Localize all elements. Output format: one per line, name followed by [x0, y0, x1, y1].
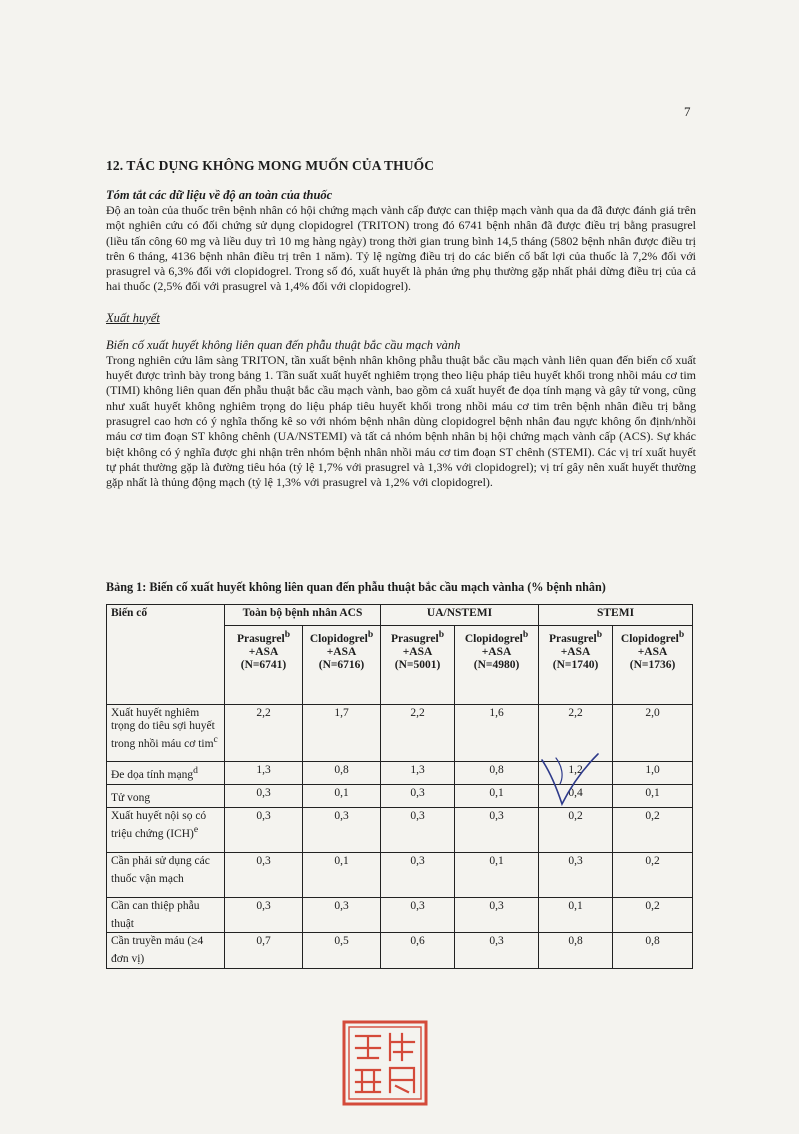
table-cell: 0,2 — [539, 807, 613, 852]
row-label: Cần truyền máu (≥4 đơn vị) — [111, 935, 204, 966]
subheader-count: (N=5001) — [394, 658, 441, 671]
group-header-nstemi: UA/NSTEMI — [381, 605, 539, 626]
table-cell: 0,3 — [225, 784, 303, 807]
row-label: Tử vong — [111, 791, 151, 804]
subheader-drug: Clopidogrel — [309, 632, 368, 645]
table-cell: 1,0 — [613, 762, 693, 785]
subheader-asa: +ASA — [560, 645, 591, 658]
table-cell: 0,1 — [303, 784, 381, 807]
subheader-asa: +ASA — [637, 645, 668, 658]
table-cell: 2,0 — [613, 705, 693, 762]
table-cell: 0,3 — [455, 897, 539, 933]
table-cell: 0,3 — [539, 852, 613, 897]
table-cell: 0,4 — [539, 784, 613, 807]
subheader-asa: +ASA — [248, 645, 279, 658]
table-cell: 0,2 — [613, 852, 693, 897]
table-cell: 0,1 — [455, 784, 539, 807]
table-cell: 0,3 — [225, 897, 303, 933]
section-title: 12. TÁC DỤNG KHÔNG MONG MUỐN CỦA THUỐC — [106, 158, 435, 173]
table-cell: 0,1 — [455, 852, 539, 897]
group-header-stemi: STEMI — [539, 605, 693, 626]
table-cell: 0,6 — [381, 933, 455, 969]
safety-paragraph: Độ an toàn của thuốc trên bệnh nhân có hội chứng mạch vành cấp được can thiệp mạch vành qua da đã được đánh giá trên một nghiên cứu có đối chứng sử dụng clopidogrel (TRITON) trong đó 6741 bệnh nhân đã được điều trị bằng prasugrel (liều tấn công 60 mg và liều duy trì 10 mg hàng ngày) trong thời gian trung bình 14,5 tháng (5802 bệnh nhân được điều trị trên 6 tháng, 4136 bệnh nhân điều trị trên 1 năm). Tỷ lệ ngừng điều trị do các biến cố bất lợi của thuốc là 7,2% đối với prasugrel và 6,3% đối với clopidogrel. Trong số đó, xuất huyết là phản ứng phụ thường gặp nhất phải dừng điều trị của cả hai thuốc (2,5% đối với prasugrel và 1,4% đối với clopidogrel). — [106, 203, 696, 294]
table-cell: 0,1 — [303, 852, 381, 897]
column-subheader — [455, 626, 539, 705]
subheader-footnote: b — [596, 629, 603, 640]
bleeding-heading: Xuất huyết — [106, 310, 160, 325]
table-cell: 0,8 — [539, 933, 613, 969]
subheader-drug: Prasugrel — [236, 632, 285, 645]
subheader-asa: +ASA — [402, 645, 433, 658]
table-cell: 1,3 — [225, 762, 303, 785]
table-cell: 0,3 — [303, 807, 381, 852]
subheader-count: (N=6741) — [240, 658, 287, 671]
bleeding-events-table — [106, 604, 693, 969]
table-cell: 0,3 — [381, 807, 455, 852]
table-row — [107, 705, 693, 762]
handwritten-check-icon — [536, 752, 602, 812]
table-cell: 1,3 — [381, 762, 455, 785]
safety-heading: Tóm tắt các dữ liệu về độ an toàn của thuốc — [106, 188, 333, 202]
subheader-footnote: b — [438, 629, 445, 640]
row-footnote: c — [213, 734, 218, 745]
table-cell: 0,1 — [613, 784, 693, 807]
table-cell: 1,2 — [539, 762, 613, 785]
table-group-header-row — [107, 605, 693, 626]
table-cell: 0,3 — [303, 897, 381, 933]
table-cell: 0,3 — [381, 784, 455, 807]
column-subheader — [381, 626, 455, 705]
table-row — [107, 852, 693, 897]
table-cell: 0,3 — [455, 807, 539, 852]
subheader-count: (N=1740) — [552, 658, 599, 671]
subheader-drug: Prasugrel — [391, 632, 439, 645]
row-footnote: d — [193, 765, 198, 776]
row-label-cell — [107, 807, 225, 852]
document-body — [106, 158, 696, 490]
row-footnote: e — [193, 823, 199, 835]
row-label-cell — [107, 784, 225, 807]
table-row — [107, 762, 693, 785]
row-label-cell — [107, 852, 225, 897]
subheader-drug: Clopidogrel — [464, 632, 523, 645]
page-number: 7 — [684, 104, 691, 119]
group-header-acs: Toàn bộ bệnh nhân ACS — [225, 605, 381, 626]
table-caption: Bảng 1: Biến cố xuất huyết không liên quan đến phẫu thuật bắc cầu mạch vànha (% bệnh nhân) — [106, 580, 606, 594]
table-row — [107, 807, 693, 852]
table-cell: 2,2 — [381, 705, 455, 762]
row-label-cell — [107, 933, 225, 969]
row-label: Cần can thiệp phẫu thuật — [111, 899, 200, 930]
subheader-asa: +ASA — [326, 645, 357, 658]
corner-header: Biến cố — [107, 605, 225, 705]
row-label-cell — [107, 897, 225, 933]
table-cell: 0,3 — [381, 852, 455, 897]
table-cell: 1,7 — [303, 705, 381, 762]
row-label: Xuất huyết nội sọ có triệu chứng (ICH) — [111, 809, 207, 840]
table-cell: 0,8 — [455, 762, 539, 785]
column-subheader — [613, 626, 693, 705]
subheader-count: (N=6716) — [318, 658, 365, 671]
row-label: Cần phải sử dụng các thuốc vận mạch — [111, 854, 210, 885]
table-cell: 0,3 — [225, 852, 303, 897]
table-cell: 0,5 — [303, 933, 381, 969]
subheader-asa: +ASA — [481, 645, 512, 658]
table-cell: 2,2 — [225, 705, 303, 762]
table-cell: 0,1 — [539, 897, 613, 933]
subheader-drug: Clopidogrel — [620, 632, 679, 645]
table-cell: 2,2 — [539, 705, 613, 762]
table-cell: 0,3 — [225, 807, 303, 852]
subheader-footnote: b — [367, 629, 374, 640]
table-cell: 0,8 — [613, 933, 693, 969]
subheader-count: (N=4980) — [473, 658, 520, 671]
subheader-count: (N=1736) — [629, 658, 676, 671]
table-cell: 0,7 — [225, 933, 303, 969]
table-row — [107, 784, 693, 807]
table-cell: 0,3 — [455, 933, 539, 969]
table-cell: 0,2 — [613, 897, 693, 933]
row-label: Đe dọa tính mạng — [111, 768, 194, 781]
subheader-footnote: b — [522, 629, 529, 640]
nonsurgical-paragraph: Trong nghiên cứu lâm sàng TRITON, tần xuất bệnh nhân không phẫu thuật bắc cầu mạch vành liên quan đến biến cố xuất huyết được trình bày trong bảng 1. Tần suất xuất huyết nghiêm trọng theo liệu pháp tiêu huyết khối trong nhồi máu cơ tim (TIMI) không liên quan đến phẫu thuật bắc cầu mạch vành, bao gồm cả xuất huyết đe dọa tính mạng và gây tử vong, cũng như xuất huyết không nghiêm trọng do liệu pháp tiêu huyết khối trong nhồi máu cơ tim trên bệnh nhân điều trị bằng prasugrel cao hơn có ý nghĩa thống kê so với nhóm bệnh nhân dùng clopidogrel bệnh nhân đau ngực không ổn định/nhồi máu cơ tim đoạn ST không chênh (UA/NSTEMI) và tất cả nhóm bệnh nhân bị hội chứng mạch vành cấp (ACS). Sự khác biệt không có ý nghĩa được ghi nhận trên nhóm bệnh nhân nhồi máu cơ tim đoạn ST chênh (STEMI). Các vị trí xuất huyết tự phát thường gặp là đường tiêu hóa (tỷ lệ 1,7% với prasugrel và 1,3% với clopidogrel); vị trí gây nên xuất huyết thường gặp nhất là thủng động mạch (tỷ lệ 1,3% với prasugrel và 1,2% với clopidogrel). — [106, 352, 696, 490]
column-subheader — [225, 626, 303, 705]
table-cell: 0,8 — [303, 762, 381, 785]
table-body — [107, 705, 693, 969]
table-cell: 1,6 — [455, 705, 539, 762]
table-row — [107, 897, 693, 933]
subheader-drug: Prasugrel — [549, 632, 597, 645]
subheader-footnote: b — [284, 629, 291, 640]
row-label-cell — [107, 762, 225, 785]
column-subheader — [303, 626, 381, 705]
subheader-footnote: b — [678, 629, 685, 640]
row-label-cell — [107, 705, 225, 762]
table-cell: 0,3 — [381, 897, 455, 933]
nonsurgical-heading: Biến cố xuất huyết không liên quan đến phẫu thuật bắc cầu mạch vành — [106, 337, 461, 352]
row-label: Xuất huyết nghiêm trọng do tiêu sợi huyết trong nhồi máu cơ tim — [111, 707, 215, 750]
table-row — [107, 933, 693, 969]
table-cell: 0,2 — [613, 807, 693, 852]
column-subheader — [539, 626, 613, 705]
seal-stamp-icon — [340, 1018, 430, 1108]
